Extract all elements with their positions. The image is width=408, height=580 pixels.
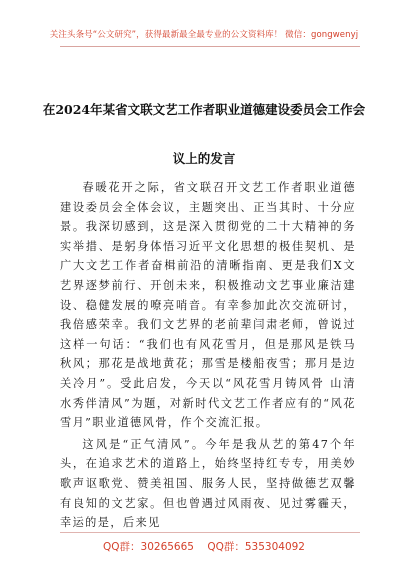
- footer-contact: [0, 539, 408, 554]
- footer-divider: [60, 532, 360, 533]
- body-paragraph-1: 春暖花开之际，省文联召开文艺工作者职业道德建设委员会全体会议，主题突出、正当其时、十分应景。我深切感到，这是深入贯彻党的二十大精神的务实举措、是躬身体悟习近平文化思想的极佳契机、是广大文艺工作者奋楫前沿的清晰指南、更是我们X文艺界逐梦前行、开创未来，积极推动文艺事业廉洁建设、稳健发展的嘹亮哨音。有幸参加此次交流研讨，我倍感荣幸。我们文艺界的老前辈闫肃老师，曾说过这样一句话：“我们也有风花雪月，但是那风是铁马秋风；那花是战地黄花；那雪是楼船夜雪；那月是边关冷月”。受此启发，今天以“风花雪月铸风骨 山清水秀伴清风”为题，对新时代文艺工作者应有的“风花雪月”职业道德风骨，作个交流汇报。: [60, 181, 356, 430]
- document-title-line-1: 在2024年某省文联文艺工作者职业道德建设委员会工作会: [42, 102, 366, 117]
- header-divider: [60, 46, 360, 47]
- document-body: [60, 178, 356, 535]
- document-title-line-2: 议上的发言: [172, 151, 236, 166]
- footer-qq-group-1: QQ群：30265665: [103, 541, 194, 553]
- footer-qq-group-2: QQ群：535304092: [207, 541, 305, 553]
- header-promo-note: 关注头条号“公文研究”，获得最新最全最专业的公文资料库！ 微信：gongwenyj: [49, 30, 359, 40]
- body-paragraph-2: 这风是“正气清风”。今年是我从艺的第47个年头，在追求艺术的道路上，始终坚持红专专，用美妙歌声讴歌党、赞美祖国、服务人民，坚持做德艺双馨有良知的文艺家。但也曾遇过风雨夜、见过雾霾天，幸运的是，后来见: [60, 437, 356, 530]
